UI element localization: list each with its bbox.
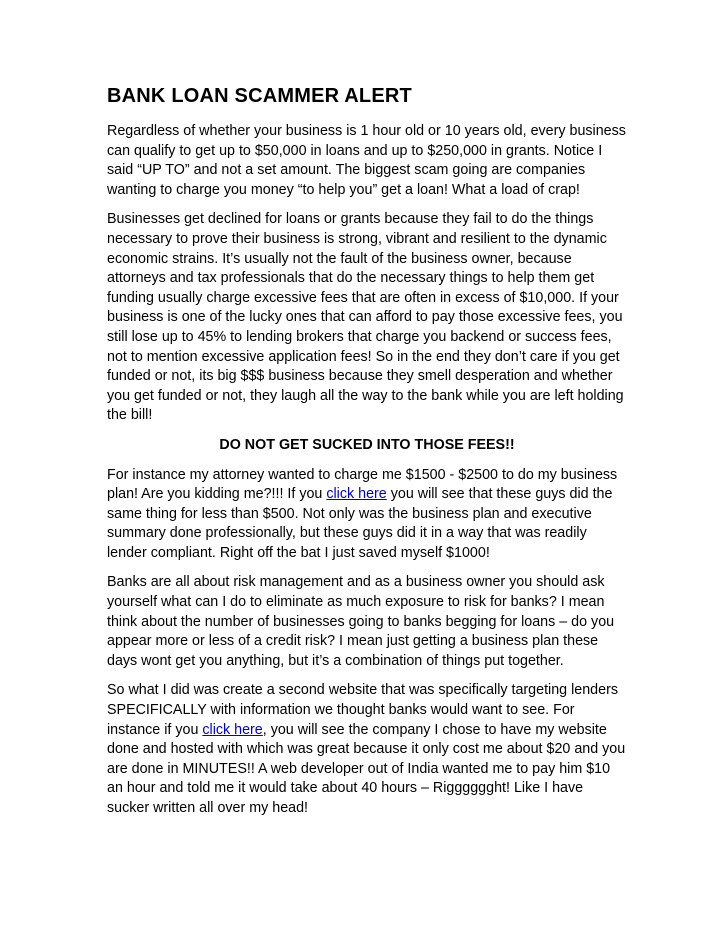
paragraph-intro: Regardless of whether your business is 1 hour old or 10 years old, every business can qualify to get up to $50,000 in loans and up to $250,000 in grants. Notice I said “UP TO” and not a set amount. The biggest scam going are companies wanting to charge you money “to help you” get a loan! What a load of crap! — [107, 123, 626, 198]
text-segment: you will see that these guys did the same thing for less than $500. Not only was the business plan and executive summary done professionally, but these guys did it in a way that was readily lender compliant. Right off the bat I just saved myself $1000! — [107, 486, 613, 561]
click-here-link-business-plan[interactable]: click here — [326, 486, 387, 503]
text-segment: , you will see the company I chose to have my website done and hosted with which was great because it only cost me about $20 and you are done in MINUTES!! A web developer out of India wanted me to pay him $10 an hour and told me it would take about 40 hours – Rigggggght! Like I have sucker written all over my head! — [107, 721, 626, 816]
paragraph-attorney — [107, 466, 627, 564]
click-here-link-website[interactable]: click here — [202, 721, 263, 738]
document-page — [107, 84, 627, 829]
paragraph-website — [107, 681, 627, 818]
warning-heading: DO NOT GET SUCKED INTO THOSE FEES!! — [219, 436, 515, 453]
text-segment: For instance my attorney wanted to charge me $1500 - $2500 to do my business plan! Are you kidding me?!!! If you — [107, 466, 618, 503]
text-segment: So what I did was create a second website that was specifically targeting lenders SPECIFICALLY with information we thought banks would want to see. For instance if you — [107, 682, 618, 738]
document-title: BANK LOAN SCAMMER ALERT — [107, 85, 412, 107]
paragraph-risk: Banks are all about risk management and as a business owner you should ask yourself what can I do to eliminate as much exposure to risk for banks? I mean think about the number of businesses going to banks begging for loans – do you appear more or less of a credit risk? I mean just getting a business plan these days wont get you anything, but it’s a combination of things put together. — [107, 574, 615, 669]
paragraph-declined: Businesses get declined for loans or grants because they fail to do the things necessary to prove their business is strong, vibrant and resilient to the dynamic economic strains. It’s usually not the fault of the business owner, because attorneys and tax professionals that do the necessary things to help them get funding usually charge excessive fees that are often in excess of $10,000. If your business is one of the lucky ones that can afford to pay those excessive fees, you still lose up to 45% to lending brokers that charge you backend or success fees, not to mention excessive application fees! So in the end they don’t care if you get funded or not, its big $$$ business because they smell desperation and whether you get funded or not, they laugh all the way to the bank while you are left holding the bill! — [107, 211, 624, 424]
